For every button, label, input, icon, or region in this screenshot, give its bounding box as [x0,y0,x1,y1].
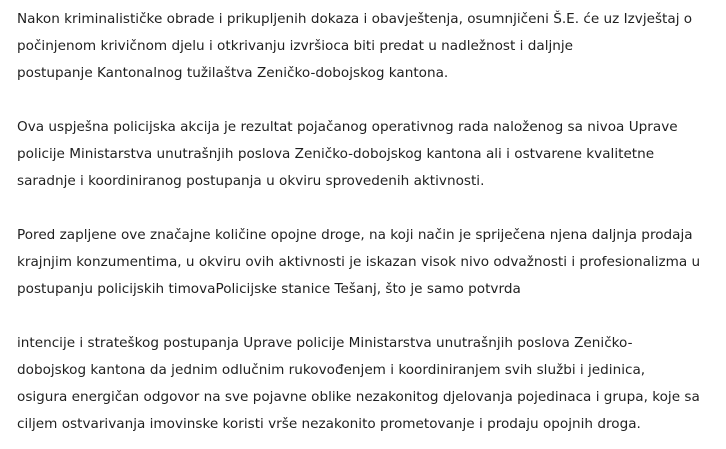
article-body [17,6,717,438]
text-line: postupanje Kantonalnog tužilaštva Zeničko-dobojskog kantona. [17,65,449,81]
text-line: počinjenom krivičnom djelu i otkrivanju izvršioca biti predat u nadležnost i daljnje [17,38,574,54]
paragraph-2 [17,114,717,195]
paragraph-3 [17,222,717,303]
text-line: policije Ministarstva unutrašnjih poslova Zeničko-dobojskog kantona ali i ostvarene kvalitetne [17,146,655,162]
text-line: saradnje i koordiniranog postupanja u okviru sprovedenih aktivnosti. [17,173,485,189]
text-line: intencije i strateškog postupanja Uprave policije Ministarstva unutrašnjih poslova Zeničko- [17,335,633,351]
paragraph-4 [17,330,717,438]
text-line: krajnjim konzumentima, u okviru ovih aktivnosti je iskazan visok nivo odvažnosti i profesionalizma u [17,254,701,270]
text-line: Pored zapljene ove značajne količine opojne droge, na koji način je spriječena njena daljnja prodaja [17,227,693,243]
text-line: Ova uspješna policijska akcija je rezultat pojačanog operativnog rada naloženog sa nivoa Uprave [17,119,678,135]
text-line: postupanju policijskih timovaPolicijske stanice Tešanj, što je samo potvrda [17,281,521,297]
text-line: dobojskog kantona da jednim odlučnim rukovođenjem i koordiniranjem svih službi i jedinica, [17,362,646,378]
text-line: ciljem ostvarivanja imovinske koristi vrše nezakonito prometovanje i prodaju opojnih droga. [17,416,641,432]
paragraph-1 [17,6,717,87]
text-line: Nakon kriminalističke obrade i prikupljenih dokaza i obavještenja, osumnjičeni Š.E. će uz Izvještaj o [17,11,693,27]
text-line: osigura energičan odgovor na sve pojavne oblike nezakonitog djelovanja pojedinaca i grupa, koje sa [17,389,700,405]
